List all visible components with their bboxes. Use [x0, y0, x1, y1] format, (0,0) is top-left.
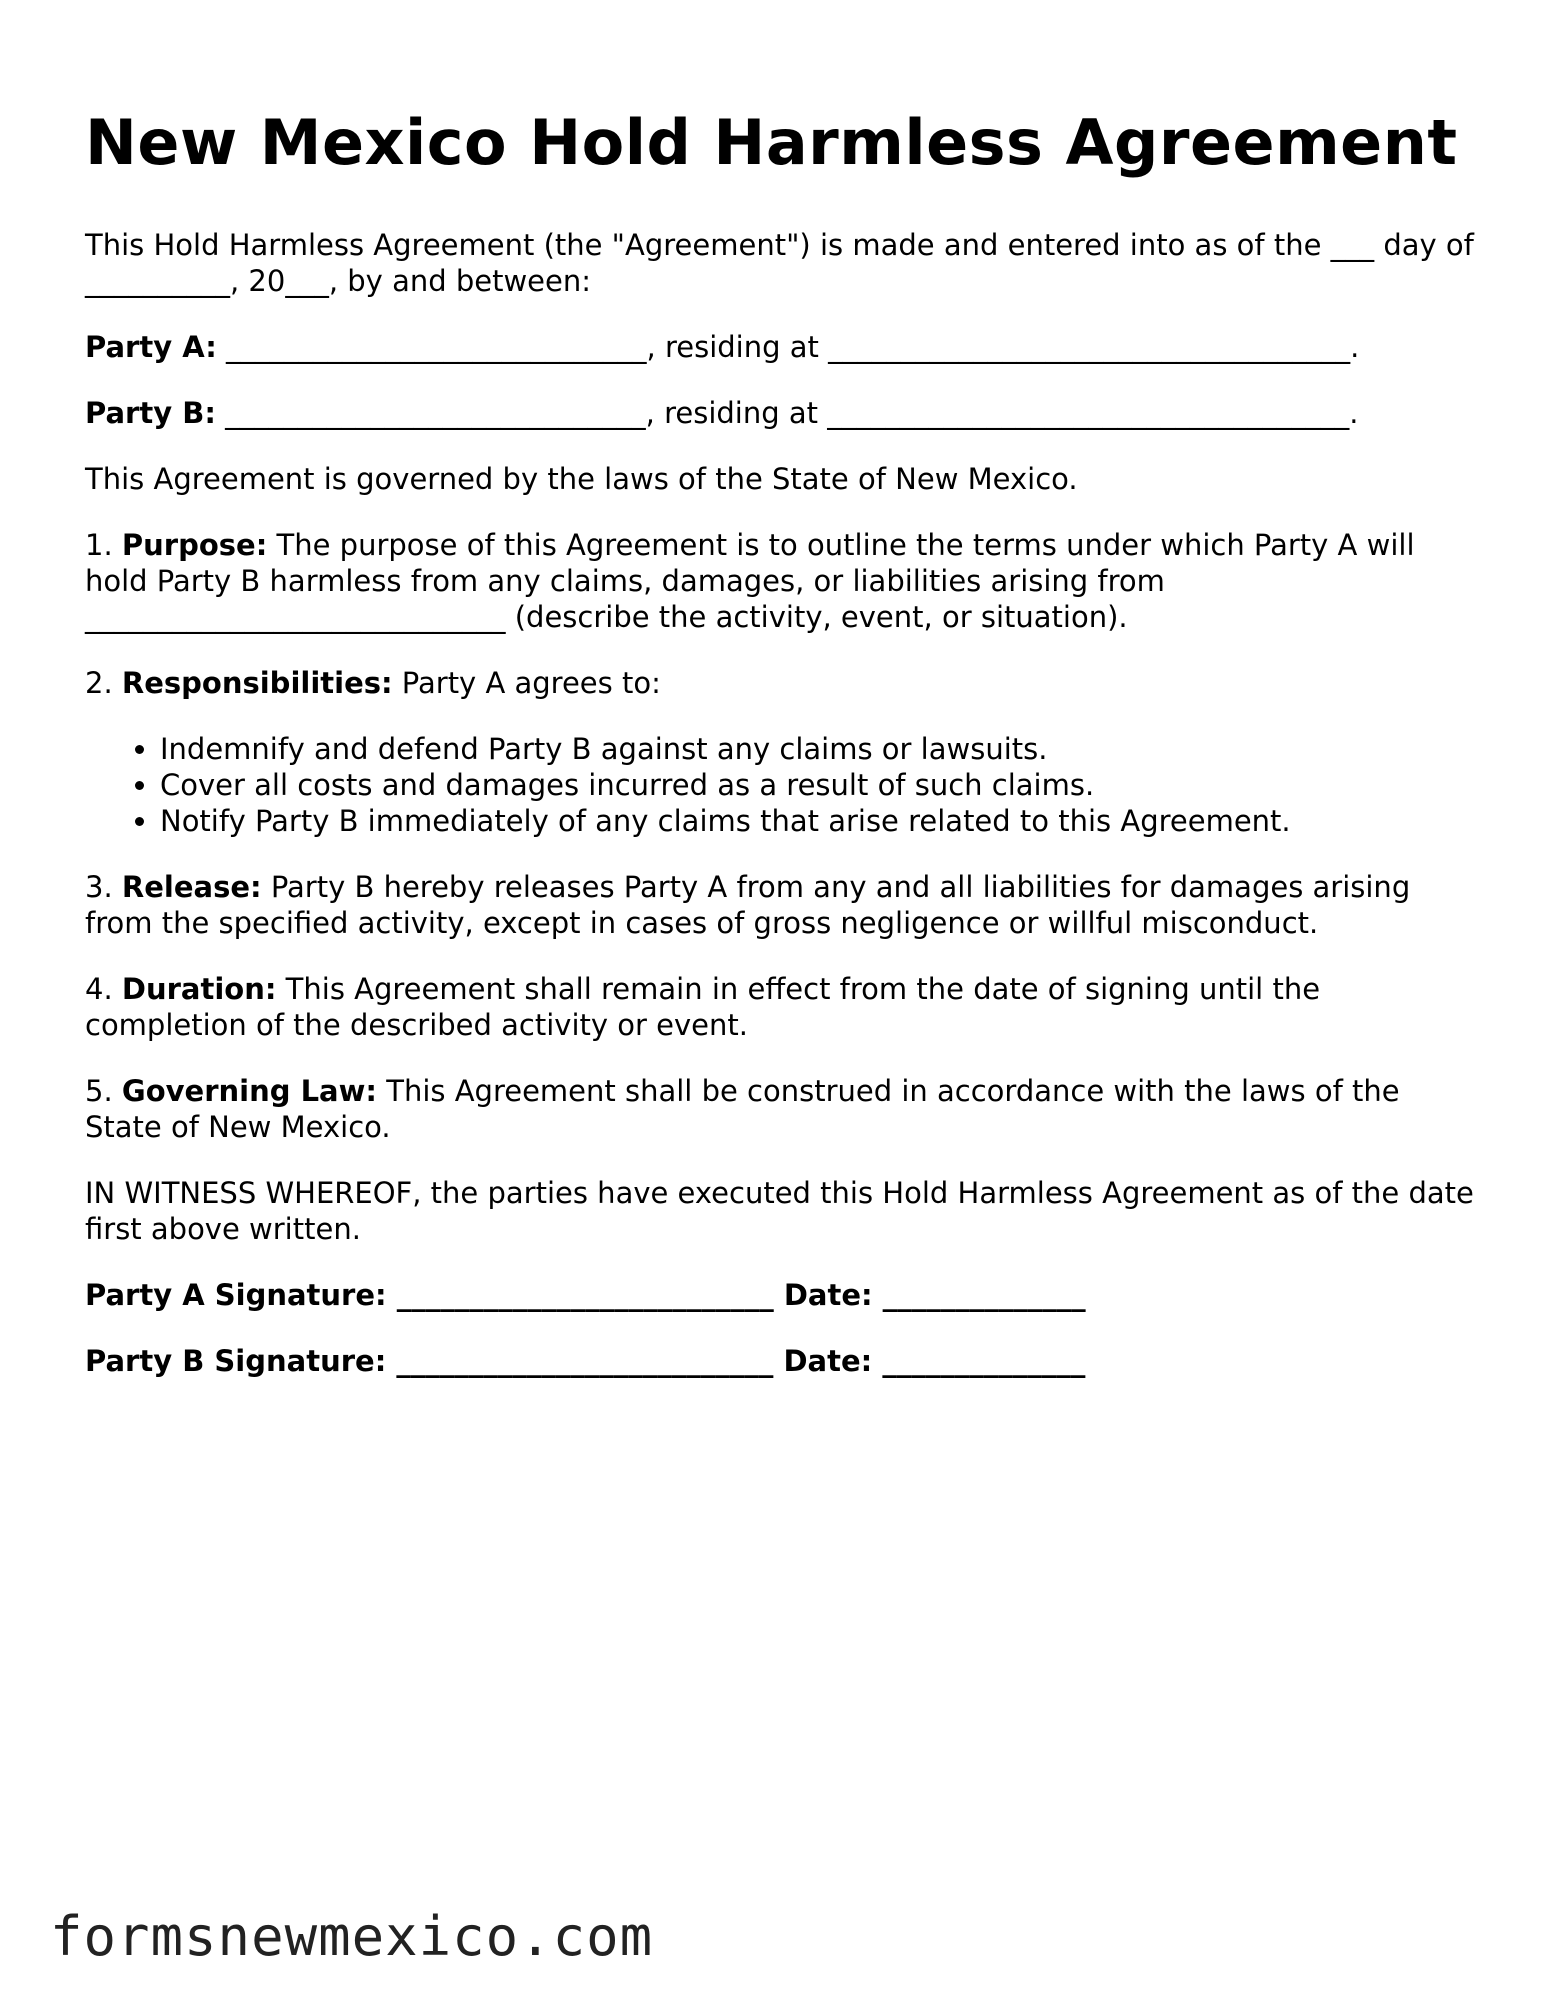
- party-a-label: Party A:: [85, 330, 217, 364]
- section-heading: Governing Law:: [121, 1074, 378, 1108]
- party-a-line: [85, 329, 1475, 365]
- signature-text: Party B Signature: __________________________ Date: ______________: [85, 1344, 1086, 1378]
- party-b-line: [85, 395, 1475, 431]
- document-page: [85, 105, 1475, 1409]
- site-watermark: formsnewmexico.com: [50, 1905, 654, 1968]
- section-purpose: [85, 527, 1475, 635]
- section-heading: Release:: [121, 870, 262, 904]
- list-item: • Indemnify and defend Party B against any claims or lawsuits.: [160, 731, 1475, 767]
- section-number: 1.: [85, 528, 122, 562]
- section-text: This Agreement shall remain in effect from the date of signing until the completion of the described activity or event.: [85, 972, 1321, 1042]
- section-heading: Responsibilities:: [121, 666, 393, 700]
- party-a-blanks: _____________________________, residing at ____________________________________.: [216, 330, 1360, 364]
- list-item: • Cover all costs and damages incurred as a result of such claims.: [160, 767, 1475, 803]
- list-item: • Notify Party B immediately of any claims that arise related to this Agreement.: [160, 803, 1475, 839]
- section-text: Party B hereby releases Party A from any and all liabilities for damages arising from the specified activity, except in cases of gross negligence or willful misconduct.: [85, 870, 1411, 940]
- section-text: This Agreement shall be construed in accordance with the laws of the State of New Mexico.: [85, 1074, 1400, 1144]
- section-release: [85, 869, 1475, 941]
- section-number: 3.: [85, 870, 122, 904]
- page-title: New Mexico Hold Harmless Agreement: [85, 106, 1458, 179]
- witness-statement: IN WITNESS WHEREOF, the parties have executed this Hold Harmless Agreement as of the date first above written.: [85, 1176, 1474, 1246]
- section-duration: [85, 971, 1475, 1043]
- intro-paragraph: This Hold Harmless Agreement (the "Agreement") is made and entered into as of the ___ day of __________, 20___, by and between:: [85, 228, 1474, 298]
- party-b-signature-line: [85, 1343, 1475, 1379]
- section-heading: Purpose:: [121, 528, 268, 562]
- section-text: Party A agrees to:: [392, 666, 661, 700]
- section-number: 5.: [85, 1074, 122, 1108]
- party-b-blanks: _____________________________, residing at ____________________________________.: [215, 396, 1359, 430]
- section-responsibilities: [85, 665, 1475, 701]
- signature-text: Party A Signature: __________________________ Date: ______________: [85, 1278, 1086, 1312]
- responsibilities-list: [85, 731, 1475, 839]
- section-number: 2.: [85, 666, 122, 700]
- section-number: 4.: [85, 972, 122, 1006]
- section-text: The purpose of this Agreement is to outline the terms under which Party A will hold Party B harmless from any claims, damages, or liabilities arising from _____________________________ (describe the activity, event, or situation).: [85, 528, 1415, 634]
- party-a-signature-line: [85, 1277, 1475, 1313]
- section-governing-law: [85, 1073, 1475, 1145]
- governed-statement: This Agreement is governed by the laws of the State of New Mexico.: [85, 462, 1078, 496]
- section-heading: Duration:: [121, 972, 277, 1006]
- party-b-label: Party B:: [85, 396, 216, 430]
